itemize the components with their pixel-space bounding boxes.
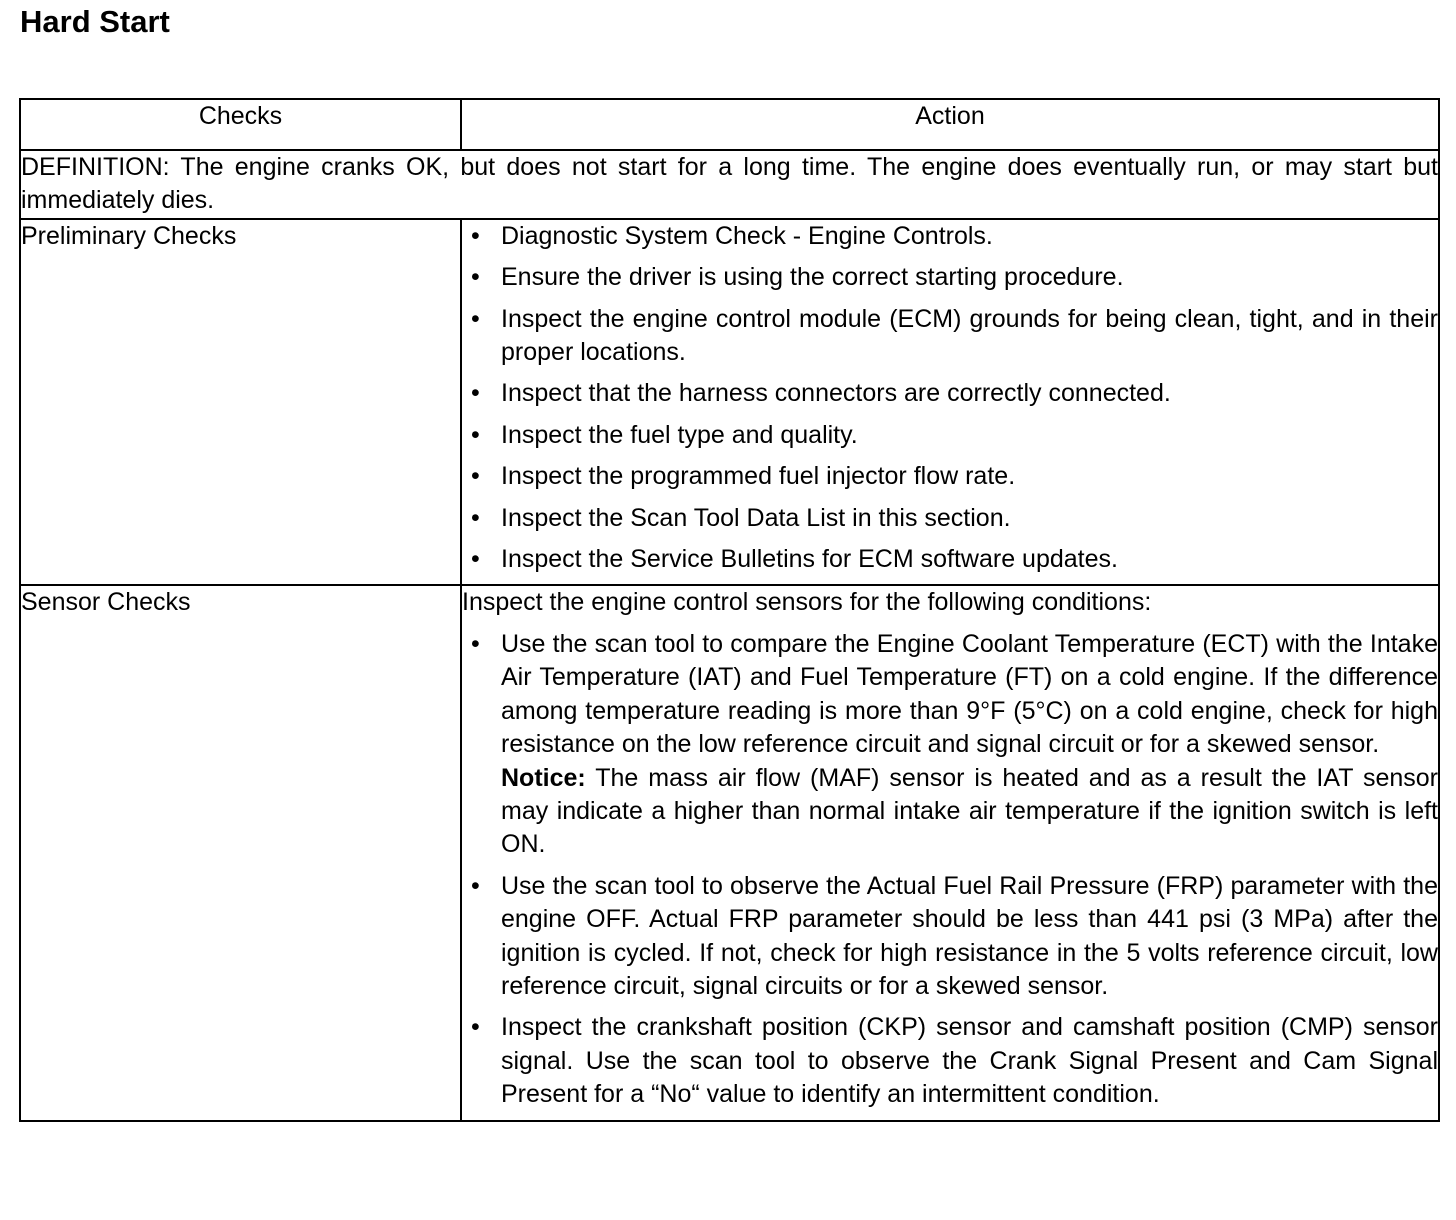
list-item	[462, 870, 1438, 1004]
list-item-text: Ensure the driver is using the correct starting procedure.	[501, 263, 1124, 292]
action-cell-sensor-checks	[461, 585, 1439, 1120]
bullet-icon: •	[471, 545, 480, 574]
list-item-text: Inspect the fuel type and quality.	[501, 420, 858, 449]
bullet-icon: •	[471, 263, 480, 292]
bullet-icon: •	[471, 629, 480, 658]
hard-start-table	[19, 98, 1440, 1122]
bullet-icon: •	[471, 871, 480, 900]
header-action: Action	[461, 99, 1439, 150]
header-checks: Checks	[20, 99, 461, 150]
notice-label: Notice:	[501, 763, 586, 792]
table-row-sensor-checks	[20, 585, 1439, 1120]
list-item	[462, 303, 1438, 370]
sensor-checks-list	[462, 628, 1438, 1112]
notice-text: The mass air flow (MAF) sensor is heated and as a result the IAT sensor may indicate a higher than normal intake air temperature if the ignition switch is left ON.	[501, 763, 1438, 859]
list-item	[462, 628, 1438, 862]
bullet-icon: •	[471, 503, 480, 532]
list-item	[462, 543, 1438, 576]
list-item-text: Use the scan tool to compare the Engine Coolant Temperature (ECT) with the Intake Air Temperature (IAT) and Fuel Temperature (FT) on a cold engine. If the difference among temperature reading is more than 9°F (5°C) on a cold engine, check for high resistance on the low reference circuit and signal circuit or for a skewed sensor.	[501, 629, 1438, 759]
list-item-text: Inspect the engine control module (ECM) grounds for being clean, tight, and in their proper locations.	[501, 304, 1438, 367]
sensor-checks-intro: Inspect the engine control sensors for the following conditions:	[462, 588, 1152, 617]
bullet-icon: •	[471, 304, 480, 333]
list-item	[462, 1011, 1438, 1111]
table-header-row	[20, 99, 1439, 150]
list-item-text: Diagnostic System Check - Engine Controls.	[501, 221, 993, 250]
action-cell-preliminary-checks	[461, 219, 1439, 586]
row-label-preliminary-checks: Preliminary Checks	[20, 219, 461, 586]
bullet-icon: •	[471, 462, 480, 491]
list-item-text: Inspect the programmed fuel injector flow rate.	[501, 462, 1016, 491]
bullet-icon: •	[471, 379, 480, 408]
bullet-icon: •	[471, 420, 480, 449]
table-row-preliminary-checks	[20, 219, 1439, 586]
definition-text: DEFINITION: The engine cranks OK, but does not start for a long time. The engine does eventually run, or may start but immediately dies.	[20, 150, 1439, 219]
notice-note	[501, 762, 1438, 862]
list-item	[462, 220, 1438, 253]
bullet-icon: •	[471, 221, 480, 250]
list-item	[462, 419, 1438, 452]
list-item-text: Inspect the Service Bulletins for ECM software updates.	[501, 545, 1118, 574]
list-item-text: Inspect the crankshaft position (CKP) sensor and camshaft position (CMP) sensor signal. Use the scan tool to observe the Crank Signal Present and Cam Signal Present for a “No“ value to identify an intermittent condition.	[501, 1013, 1438, 1109]
preliminary-checks-list	[462, 220, 1438, 577]
list-item	[462, 377, 1438, 410]
list-item	[462, 502, 1438, 535]
row-label-sensor-checks: Sensor Checks	[20, 585, 461, 1120]
page-title: Hard Start	[20, 4, 170, 39]
list-item	[462, 261, 1438, 294]
list-item-text: Inspect the Scan Tool Data List in this section.	[501, 503, 1011, 532]
definition-row	[20, 150, 1439, 219]
list-item-text: Use the scan tool to observe the Actual Fuel Rail Pressure (FRP) parameter with the engine OFF. Actual FRP parameter should be less than 441 psi (3 MPa) after the ignition is cycled. If not, check for high resistance in the 5 volts reference circuit, low reference circuit, signal circuits or for a skewed sensor.	[501, 871, 1438, 1000]
list-item-text: Inspect that the harness connectors are correctly connected.	[501, 379, 1171, 408]
list-item	[462, 460, 1438, 493]
bullet-icon: •	[471, 1013, 480, 1042]
